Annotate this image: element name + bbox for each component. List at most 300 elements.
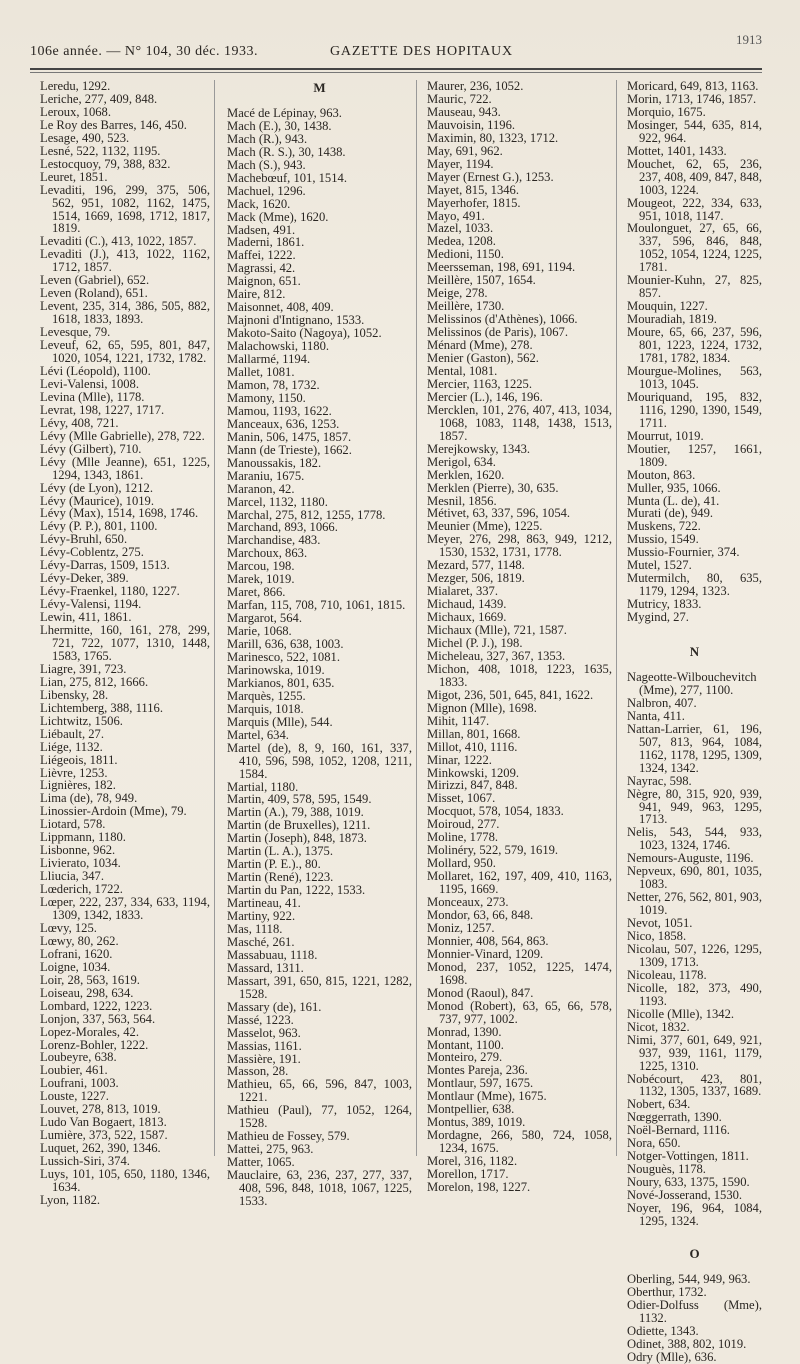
index-entry: Minar, 1222. — [427, 752, 492, 767]
index-entry: Nalbron, 407. — [627, 695, 697, 710]
index-entry: Mougeot, 222, 334, 633, 951, 1018, 1147. — [627, 195, 762, 223]
index-entry: Lévy (Max), 1514, 1698, 1746. — [40, 506, 199, 521]
index-entry: Michon, 408, 1018, 1223, 1635, 1833. — [427, 661, 612, 689]
index-entry: Michel (P. J.), 198. — [427, 635, 523, 650]
issue-info: 106e année. — N° 104, 30 déc. 1933. — [30, 44, 258, 59]
index-entry: Leriche, 277, 409, 848. — [40, 91, 158, 106]
index-entry: Levaditi (C.), 413, 1022, 1857. — [40, 234, 197, 249]
index-entry: Linossier-Ardoin (Mme), 79. — [40, 804, 187, 819]
index-entry: Nelis, 543, 544, 933, 1023, 1324, 1746. — [627, 825, 762, 853]
index-entry: Maire, 812. — [227, 287, 286, 302]
index-entry: Mollaret, 162, 197, 409, 410, 1163, 1195, 1669. — [427, 869, 612, 897]
index-entry: Mayer, 1194. — [427, 156, 494, 171]
index-entry: Lliucia, 347. — [40, 869, 105, 884]
index-entry: Mourrut, 1019. — [627, 428, 704, 443]
index-entry: Leven (Roland), 651. — [40, 286, 148, 301]
index-entry: Lévy (P. P.), 801, 1100. — [40, 519, 158, 534]
index-entry: Marfan, 115, 708, 710, 1061, 1815. — [227, 598, 406, 613]
index-entry: Lévy (Mlle Jeanne), 651, 1225, 1294, 1343, 1861. — [40, 454, 210, 482]
index-entry: Masson, 28. — [227, 1064, 289, 1079]
index-entry: Lichtemberg, 388, 1116. — [40, 700, 163, 715]
header-rule — [30, 68, 762, 70]
index-entry: Marquès, 1255. — [227, 688, 306, 703]
index-entry: Marinesco, 522, 1081. — [227, 649, 340, 664]
index-entry: Maffei, 1222. — [227, 248, 296, 263]
index-entry: Lorenz-Bohler, 1222. — [40, 1037, 149, 1052]
index-entry: Migot, 236, 501, 645, 841, 1622. — [427, 687, 594, 702]
index-entry: Millan, 801, 1668. — [427, 726, 521, 741]
index-entry: Nattan-Larrier, 61, 196, 507, 813, 964, 1084, 1162, 1178, 1295, 1309, 1324, 1342. — [627, 721, 762, 775]
index-entry: Levina (Mlle), 1178. — [40, 389, 145, 404]
index-entry: Liébault, 27. — [40, 726, 105, 741]
index-entry: Le Roy des Barres, 146, 450. — [40, 117, 187, 132]
index-entry: Mezard, 577, 1148. — [427, 558, 525, 573]
index-entry: Ludo Van Bogaert, 1813. — [40, 1115, 167, 1130]
index-entry: Marcou, 198. — [227, 559, 295, 574]
index-entry: Mouton, 863. — [627, 467, 696, 482]
index-entry: Nicot, 1832. — [627, 1019, 690, 1034]
index-entry: Melissinos (de Paris), 1067. — [427, 325, 568, 340]
index-entry: Maurer, 236, 1052. — [427, 79, 524, 93]
index-entry: Levrat, 198, 1227, 1717. — [40, 402, 165, 417]
index-entry: Munta (L. de), 41. — [627, 493, 720, 508]
index-entry: Macé de Lépinay, 963. — [227, 105, 342, 120]
index-entry: Marchandise, 483. — [227, 533, 321, 548]
index-entry: Nobécourt, 423, 801, 1132, 1305, 1337, 1689. — [627, 1071, 762, 1099]
index-entry: Maret, 866. — [227, 585, 286, 600]
index-entry: Marek, 1019. — [227, 572, 295, 587]
index-entry: Michaux, 1669. — [427, 610, 507, 625]
index-entry: Martineau, 41. — [227, 896, 301, 911]
index-entry: Moniz, 1257. — [427, 920, 495, 935]
index-entry: Massé, 1223. — [227, 1012, 294, 1027]
index-entry: Martin (P. E.)., 80. — [227, 857, 321, 872]
index-entry: Nepveux, 690, 801, 1035, 1083. — [627, 864, 762, 892]
index-entry: Monod (Robert), 63, 65, 66, 578, 737, 977, 1002. — [427, 998, 612, 1026]
index-entry: Madsen, 491. — [227, 222, 296, 237]
index-entry: Mondor, 63, 66, 848. — [427, 908, 534, 922]
index-entry: Nobert, 634. — [627, 1097, 691, 1112]
index-entry: Liotard, 578. — [40, 817, 106, 832]
index-entry: Mattei, 275, 963. — [227, 1142, 314, 1157]
index-entry: Nageotte-Wilbouchevitch (Mme), 277, 1100. — [627, 669, 757, 697]
index-entry: Mutricy, 1833. — [627, 597, 702, 612]
index-entry: Lévy (Maurice), 1019. — [40, 493, 155, 508]
index-entry: Markianos, 801, 635. — [227, 675, 335, 690]
index-entry: Loir, 28, 563, 1619. — [40, 972, 140, 987]
index-entry: Levaditi, 196, 299, 375, 506, 562, 951, 1082, 1162, 1475, 1514, 1669, 1698, 1712, 1817, 1819. — [40, 182, 210, 236]
section-letter-n: N — [689, 644, 700, 660]
index-entry: Melissinos (d'Athènes), 1066. — [427, 312, 578, 327]
index-entry: Montus, 389, 1019. — [427, 1115, 526, 1130]
index-entry: Meyer, 276, 298, 863, 949, 1212, 1530, 1532, 1731, 1778. — [427, 532, 612, 560]
index-entry: Lévi (Léopold), 1100. — [40, 363, 151, 378]
index-entry: Lévy-Darras, 1509, 1513. — [40, 558, 170, 573]
index-entry: Martial, 1180. — [227, 779, 299, 794]
index-entry: Maximin, 80, 1323, 1712. — [427, 130, 559, 145]
index-entry: Merigol, 634. — [427, 454, 496, 469]
index-entry: Martin, 409, 578, 595, 1549. — [227, 792, 372, 807]
index-entry: Massard, 1311. — [227, 960, 304, 975]
index-entry: Mouriquand, 195, 832, 1116, 1290, 1390, 1549, 1711. — [627, 389, 762, 430]
index-entry: Lœper, 222, 237, 334, 633, 1194, 1309, 1342, 1833. — [40, 895, 210, 922]
index-entry: Mourgue-Molines, 563, 1013, 1045. — [627, 363, 762, 391]
index-entry: Micheleau, 327, 367, 1353. — [427, 648, 566, 663]
index-entry: Mussio-Fournier, 374. — [627, 545, 740, 560]
index-entry: Lestocquoy, 79, 388, 832. — [40, 156, 171, 171]
index-entry: Menier (Gaston), 562. — [427, 351, 539, 366]
index-entry: May, 691, 962. — [427, 143, 503, 158]
index-entry: Nové-Josserand, 1530. — [627, 1188, 743, 1203]
index-entry: Mathieu, 65, 66, 596, 847, 1003, 1221. — [227, 1077, 412, 1105]
index-entry: Lhermitte, 160, 161, 278, 299, 721, 722, 1077, 1310, 1448, 1583, 1765. — [40, 623, 210, 663]
index-entry: Monnier-Vinard, 1209. — [427, 946, 544, 961]
index-entry: Leredu, 1292. — [40, 79, 111, 93]
index-entry: Matter, 1065. — [227, 1155, 295, 1170]
index-entry: Moulonguet, 27, 65, 66, 337, 596, 846, 848, 1052, 1054, 1224, 1225, 1781. — [627, 221, 762, 275]
column-4 — [616, 79, 766, 1364]
index-entry: Marquis (Mlle), 544. — [227, 714, 333, 729]
index-entry: Lichtwitz, 1506. — [40, 713, 123, 728]
index-entry: Maisonnet, 408, 409. — [227, 300, 334, 315]
index-entry: Ménard (Mme), 278. — [427, 338, 533, 353]
index-entry: Mayerhofer, 1815. — [427, 195, 521, 210]
index-entry: Levaditi (J.), 413, 1022, 1162, 1712, 1857. — [40, 247, 210, 275]
index-entry: Mauric, 722. — [427, 91, 492, 106]
index-entry: Mamou, 1193, 1622. — [227, 403, 332, 418]
index-entry: Manoussakis, 182. — [227, 455, 322, 470]
index-entry: Lévy-Bruhl, 650. — [40, 532, 128, 547]
index-entry: Moiroud, 277. — [427, 817, 500, 832]
index-entry: Levi-Valensi, 1008. — [40, 376, 139, 391]
index-entry: Lévy-Fraenkel, 1180, 1227. — [40, 584, 180, 599]
index-entry: Mocquot, 578, 1054, 1833. — [427, 804, 564, 819]
index-entry: Mignon (Mlle), 1698. — [427, 700, 537, 715]
index-entry: Marquis, 1018. — [227, 701, 304, 716]
index-entry: Monnier, 408, 564, 863. — [427, 933, 549, 948]
index-entry: Lévy (Mlle Gabrielle), 278, 722. — [40, 428, 205, 443]
index-entry: Odry (Mlle), 636. — [627, 1349, 717, 1364]
index-entry: Marchoux, 863. — [227, 546, 308, 561]
index-entry: Mutel, 1527. — [627, 558, 692, 573]
index-entry: Nayrac, 598. — [627, 773, 692, 788]
index-entry: Lièvre, 1253. — [40, 765, 108, 780]
index-entry: Moline, 1778. — [427, 830, 499, 845]
index-entry: Monod, 237, 1052, 1225, 1474, 1698. — [427, 959, 612, 987]
index-entry: Mottet, 1401, 1433. — [627, 143, 727, 158]
index-entry: Massière, 191. — [227, 1051, 301, 1066]
index-entry: Lombard, 1222, 1223. — [40, 998, 153, 1013]
index-entry: Maranon, 42. — [227, 481, 295, 496]
index-entry: Mamon, 78, 1732. — [227, 377, 320, 392]
index-entry: Minkowski, 1209. — [427, 765, 520, 780]
index-entry: Monrad, 1390. — [427, 1024, 502, 1039]
index-entry: Luquet, 262, 390, 1346. — [40, 1141, 161, 1156]
index-entry: Mack (Mme), 1620. — [227, 209, 329, 224]
index-entry: Mental, 1081. — [427, 363, 498, 378]
index-entry: Mesnil, 1856. — [427, 493, 497, 508]
section-letter-m: M — [313, 80, 326, 95]
index-entry: Maderni, 1861. — [227, 235, 305, 250]
index-entry: Mach (R.), 943. — [227, 131, 308, 146]
index-entry: Nègre, 80, 315, 920, 939, 941, 949, 963, 1295, 1713. — [627, 786, 762, 827]
index-entry: Mutermilch, 80, 635, 1179, 1294, 1323. — [627, 571, 762, 599]
index-entry: Lévy-Coblentz, 275. — [40, 545, 144, 560]
index-entry: Leveuf, 62, 65, 595, 801, 847, 1020, 1054, 1221, 1732, 1782. — [40, 338, 210, 366]
index-entry: Moricard, 649, 813, 1163. — [627, 79, 759, 93]
index-entry: Nicoleau, 1178. — [627, 967, 707, 982]
index-entry: Mercier, 1163, 1225. — [427, 376, 532, 391]
index-entry: Loufrani, 1003. — [40, 1076, 119, 1091]
index-entry: Odiette, 1343. — [627, 1323, 699, 1338]
index-entry: Mollard, 950. — [427, 856, 496, 871]
index-entry: Nouguès, 1178. — [627, 1162, 706, 1177]
index-entry: Mayet, 815, 1346. — [427, 182, 519, 197]
index-entry: Lignières, 182. — [40, 778, 116, 793]
index-entry: Martin (Joseph), 848, 1873. — [227, 831, 367, 846]
index-entry: Montes Pareja, 236. — [427, 1063, 528, 1078]
index-entry: Meige, 278. — [427, 286, 488, 301]
index-entry: Lévy, 408, 721. — [40, 415, 119, 430]
index-entry: Nicolle, 182, 373, 490, 1193. — [627, 980, 762, 1008]
index-entry: Mallet, 1081. — [227, 365, 295, 380]
index-entry: Machuel, 1296. — [227, 183, 306, 198]
index-entry: Massart, 391, 650, 815, 1221, 1282, 1528. — [227, 973, 412, 1001]
index-entry: Levesque, 79. — [40, 325, 111, 340]
index-entry: Medioni, 1150. — [427, 247, 504, 262]
index-entry: Martin (L. A.), 1375. — [227, 844, 333, 859]
index-entry: Mamony, 1150. — [227, 390, 306, 405]
index-entry: Morel, 316, 1182. — [427, 1154, 518, 1169]
index-entry: Oberling, 544, 949, 963. — [627, 1271, 751, 1286]
index-entry: Livierato, 1034. — [40, 856, 121, 871]
index-entry: Liagre, 391, 723. — [40, 661, 127, 676]
index-entry: Mauseau, 943. — [427, 104, 501, 119]
index-entry: Meersseman, 198, 691, 1194. — [427, 260, 576, 275]
index-entry: Montlaur, 597, 1675. — [427, 1076, 534, 1091]
index-entry: Merejkowsky, 1343. — [427, 441, 531, 456]
index-entry: Medea, 1208. — [427, 234, 496, 249]
index-entry: Noyer, 196, 964, 1084, 1295, 1324. — [627, 1201, 762, 1229]
index-entry: Lian, 275, 812, 1666. — [40, 674, 149, 689]
index-entry: Lussich-Siri, 374. — [40, 1154, 130, 1169]
index-entry: Montpellier, 638. — [427, 1102, 515, 1117]
index-entry: Mounier-Kuhn, 27, 825, 857. — [627, 273, 762, 301]
index-entry: Louste, 1227. — [40, 1089, 109, 1104]
index-entry: Nevot, 1051. — [627, 916, 693, 931]
index-entry: Louvet, 278, 813, 1019. — [40, 1102, 161, 1117]
index-entry: Mezger, 506, 1819. — [427, 571, 525, 586]
index-entry: Massabuau, 1118. — [227, 947, 318, 962]
index-entry: Lesné, 522, 1132, 1195. — [40, 143, 161, 158]
index-entry: Manceaux, 636, 1253. — [227, 416, 340, 431]
index-entry: Morellon, 1717. — [427, 1167, 509, 1182]
index-entry: Moutier, 1257, 1661, 1809. — [627, 441, 762, 469]
index-entry: Nanta, 411. — [627, 708, 685, 723]
index-entry: Molinéry, 522, 579, 1619. — [427, 843, 559, 858]
header-rule-thin — [30, 72, 762, 73]
index-entry: Métivet, 63, 337, 596, 1054. — [427, 506, 571, 521]
index-entry: Leuret, 1851. — [40, 169, 108, 184]
index-entry: Nicolle (Mlle), 1342. — [627, 1006, 735, 1021]
index-entry: Muller, 935, 1066. — [627, 480, 721, 495]
index-entry: Martin (René), 1223. — [227, 870, 334, 885]
index-entry: Mathieu de Fossey, 579. — [227, 1129, 350, 1144]
index-entry: Mussio, 1549. — [627, 532, 699, 547]
index-entry: Mas, 1118. — [227, 922, 283, 936]
index-entry: Majnoni d'Intignano, 1533. — [227, 313, 365, 328]
index-entry: Mihit, 1147. — [427, 713, 490, 728]
index-entry: Lévy-Valensi, 1194. — [40, 597, 142, 612]
index-entry: Mallarmé, 1194. — [227, 352, 311, 367]
index-entry: Mouradiah, 1819. — [627, 312, 717, 327]
index-entry: Leroux, 1068. — [40, 104, 111, 119]
index-entry: Loubier, 461. — [40, 1063, 108, 1078]
index-entry: Mack, 1620. — [227, 196, 291, 211]
index-entry: Mercier (L.), 146, 196. — [427, 389, 543, 404]
index-entry: Masché, 261. — [227, 934, 295, 949]
index-entry: Mauclaire, 63, 236, 237, 277, 337, 408, 596, 848, 1018, 1067, 1225, 1533. — [227, 1168, 412, 1209]
index-entry: Loigne, 1034. — [40, 959, 111, 974]
index-entry: Nico, 1858. — [627, 929, 687, 944]
index-entry: Maignon, 651. — [227, 274, 301, 289]
index-entry: Lœwy, 80, 262. — [40, 933, 119, 948]
index-entry: Libensky, 28. — [40, 687, 109, 702]
index-entry: Marchal, 275, 812, 1255, 1778. — [227, 507, 386, 522]
index-entry: Morin, 1713, 1746, 1857. — [627, 91, 757, 106]
running-header — [30, 32, 762, 64]
index-entry: Magrassi, 42. — [227, 261, 296, 276]
index-entry: Margarot, 564. — [227, 611, 302, 626]
index-entry: Noury, 633, 1375, 1590. — [627, 1175, 750, 1190]
index-entry: Marill, 636, 638, 1003. — [227, 637, 344, 652]
index-entry: Mann (de Trieste), 1662. — [227, 442, 352, 457]
index-entry: Nœggerrath, 1390. — [627, 1110, 722, 1125]
index-entry: Oberthur, 1732. — [627, 1284, 707, 1299]
index-entry: Martel, 634. — [227, 727, 289, 742]
index-entry: Mach (S.), 943. — [227, 157, 306, 172]
index-entry: Martiny, 922. — [227, 909, 296, 924]
section-o-entries — [627, 1273, 762, 1364]
index-entry: Martin (A.), 79, 388, 1019. — [227, 805, 364, 820]
index-entry: Mouchet, 62, 65, 236, 237, 408, 409, 847, 848, 1003, 1224. — [627, 156, 762, 197]
index-entry: Mayo, 491. — [427, 208, 485, 223]
index-entry: Montant, 1100. — [427, 1037, 504, 1052]
index-entry: Lœvy, 125. — [40, 920, 97, 935]
index-entry: Lima (de), 78, 949. — [40, 791, 138, 806]
index-entry: Mayer (Ernest G.), 1253. — [427, 169, 554, 184]
index-entry: Monceaux, 273. — [427, 895, 509, 910]
column-2 — [214, 80, 416, 1209]
index-entry: Monteiro, 279. — [427, 1050, 503, 1065]
index-entry: Montlaur (Mme), 1675. — [427, 1089, 547, 1104]
index-entry: Misset, 1067. — [427, 791, 496, 806]
index-entry: Noël-Bernard, 1116. — [627, 1123, 730, 1138]
journal-title: GAZETTE DES HOPITAUX — [330, 44, 513, 59]
index-entry: Loubeyre, 638. — [40, 1050, 117, 1065]
index-entry: Lisbonne, 962. — [40, 843, 116, 858]
index-entry: Marchand, 893, 1066. — [227, 520, 338, 535]
index-entry: Lewin, 411, 1861. — [40, 610, 132, 625]
index-entry: Moure, 65, 66, 237, 596, 801, 1223, 1224, 1732, 1781, 1782, 1834. — [627, 325, 762, 366]
index-entry: Netter, 276, 562, 801, 903, 1019. — [627, 890, 762, 918]
index-entry: Mach (R. S.), 30, 1438. — [227, 144, 346, 159]
index-entry: Odinet, 388, 802, 1019. — [627, 1336, 747, 1351]
index-entry: Murati (de), 949. — [627, 506, 714, 521]
index-entry: Lévy (de Lyon), 1212. — [40, 480, 153, 495]
index-entry: Michaux (Mlle), 721, 1587. — [427, 623, 567, 638]
index-entry: Machebœuf, 101, 1514. — [227, 170, 347, 185]
index-entry: Maraniu, 1675. — [227, 468, 305, 483]
index-entry: Mauvoisin, 1196. — [427, 117, 516, 132]
index-entry: Lopez-Morales, 42. — [40, 1024, 139, 1039]
index-entry: Leven (Gabriel), 652. — [40, 273, 150, 288]
index-entry: Mordagne, 266, 580, 724, 1058, 1234, 1675. — [427, 1128, 612, 1156]
index-entry: Lippmann, 1180. — [40, 830, 126, 845]
index-entry: Monod (Raoul), 847. — [427, 985, 534, 1000]
index-entry: Lonjon, 337, 563, 564. — [40, 1011, 156, 1026]
index-entry: Lyon, 1182. — [40, 1192, 101, 1207]
index-entry: Nemours-Auguste, 1196. — [627, 851, 754, 866]
index-entry: Notger-Vottingen, 1811. — [627, 1149, 749, 1164]
index-entry: Massary (de), 161. — [227, 999, 322, 1014]
index-entry: Marcel, 1132, 1180. — [227, 494, 328, 509]
index-entry: Malachowski, 1180. — [227, 339, 330, 354]
index-entry: Mach (E.), 30, 1438. — [227, 118, 332, 133]
index-entry: Liégeois, 1811. — [40, 752, 118, 767]
index-entry: Mouquin, 1227. — [627, 299, 708, 314]
index-entry: Mercklen, 101, 276, 407, 413, 1034, 1068, 1083, 1148, 1438, 1513, 1857. — [427, 402, 612, 443]
index-entry: Meillère, 1507, 1654. — [427, 273, 536, 288]
index-entry: Odier-Dolfuss (Mme), 1132. — [627, 1297, 762, 1325]
index-entry: Michaud, 1439. — [427, 597, 507, 612]
index-entry: Masselot, 963. — [227, 1025, 301, 1040]
index-columns — [36, 79, 766, 1364]
index-entry: Muskens, 722. — [627, 519, 701, 534]
index-entry: Meillère, 1730. — [427, 299, 505, 314]
page-number: 1913 — [736, 32, 762, 47]
index-entry: Morelon, 198, 1227. — [427, 1180, 531, 1195]
column-1 — [36, 79, 214, 1207]
index-entry: Morquio, 1675. — [627, 104, 706, 119]
index-entry: Martel (de), 8, 9, 160, 161, 337, 410, 596, 598, 1052, 1208, 1211, 1584. — [227, 740, 412, 781]
index-entry: Lœderich, 1722. — [40, 882, 123, 897]
index-entry: Mazel, 1033. — [427, 221, 494, 236]
index-entry: Nimi, 377, 601, 649, 921, 937, 939, 1161, 1179, 1225, 1310. — [627, 1032, 762, 1073]
index-entry: Lumière, 373, 522, 1587. — [40, 1128, 168, 1143]
index-entry: Lévy-Deker, 389. — [40, 571, 129, 586]
column-3 — [416, 79, 616, 1195]
index-entry: Mosinger, 544, 635, 814, 922, 964. — [627, 117, 762, 145]
index-entry: Merklen, 1620. — [427, 467, 505, 482]
index-entry: Marinowska, 1019. — [227, 662, 325, 677]
index-entry: Mathieu (Paul), 77, 1052, 1264, 1528. — [227, 1103, 412, 1131]
index-entry: Martin du Pan, 1222, 1533. — [227, 883, 366, 898]
index-entry: Nora, 650. — [627, 1136, 681, 1151]
index-entry: Meunier (Mme), 1225. — [427, 519, 543, 534]
index-entry: Lesage, 490, 523. — [40, 130, 130, 145]
index-entry: Makoto-Saito (Nagoya), 1052. — [227, 326, 382, 341]
index-entry: Millot, 410, 1116. — [427, 739, 518, 754]
index-entry: Martin (de Bruxelles), 1211. — [227, 818, 371, 833]
index-entry: Mygind, 27. — [627, 610, 689, 625]
column-4-m-entries — [627, 80, 762, 624]
index-entry: Mialaret, 337. — [427, 584, 498, 599]
index-entry: Mirizzi, 847, 848. — [427, 778, 518, 793]
index-entry: Manin, 506, 1475, 1857. — [227, 429, 352, 444]
index-entry: Lévy (Gilbert), 710. — [40, 441, 142, 456]
index-entry: Nicolau, 507, 1226, 1295, 1309, 1713. — [627, 942, 762, 969]
